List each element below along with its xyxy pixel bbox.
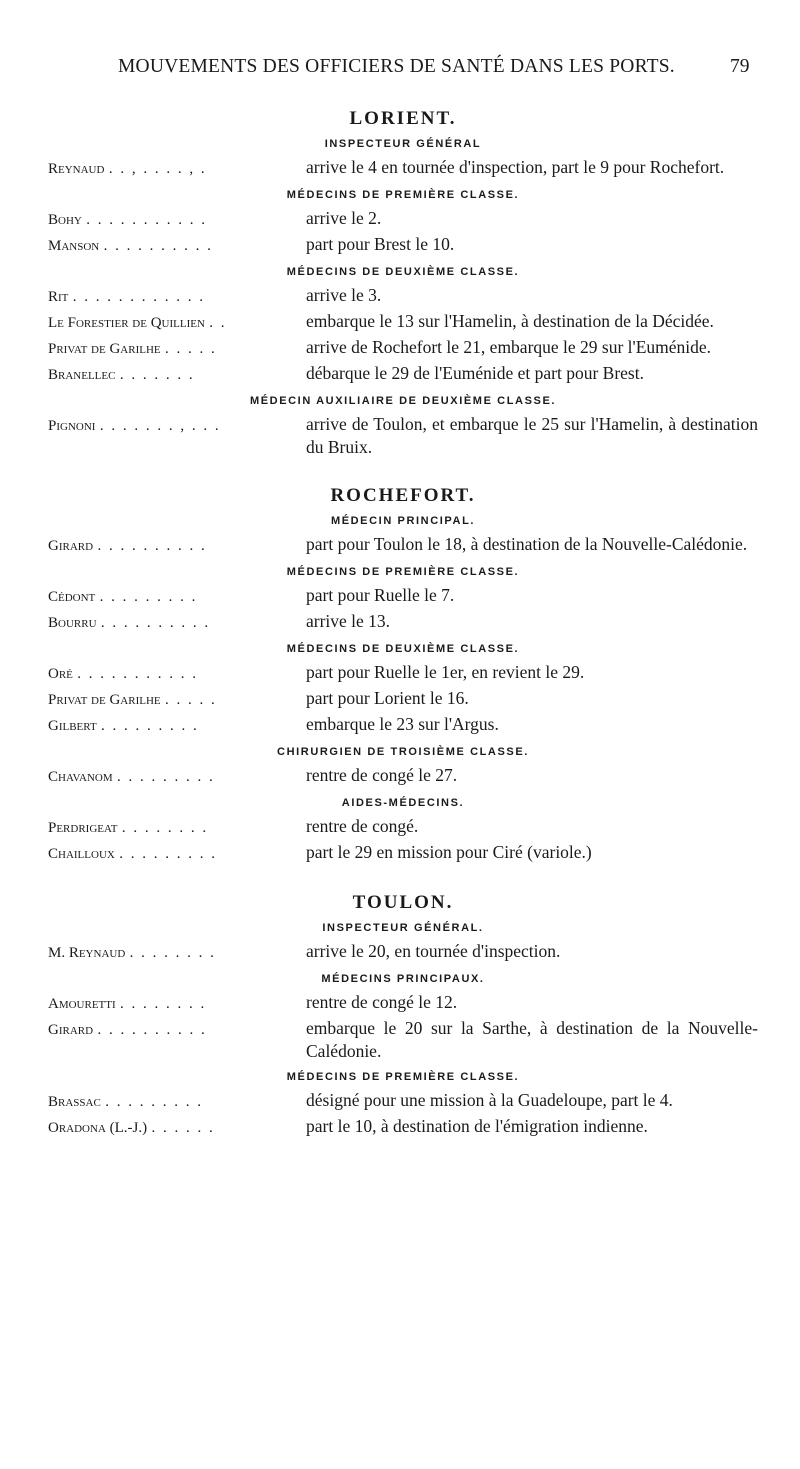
officer-name: Privat de Garilhe: [48, 341, 161, 357]
entry-row: [48, 1115, 758, 1140]
officer-name: Rit: [48, 289, 69, 305]
movement-text: part pour Ruelle le 7.: [306, 585, 455, 605]
port-title: LORIENT.: [349, 108, 457, 129]
leader-dots: . . . . . . . . .: [101, 718, 199, 734]
leader-dots: . . . . .: [165, 692, 217, 708]
movement-text: part pour Lorient le 16.: [306, 688, 469, 708]
movement-text: arrive le 13.: [306, 611, 391, 631]
movement-text: part pour Brest le 10.: [306, 234, 455, 254]
officer-name: Girard: [48, 1022, 94, 1038]
entry-row: [48, 336, 758, 361]
movement-text: arrive le 20, en tournée d'inspection.: [306, 941, 561, 961]
name-column: [48, 1115, 306, 1140]
name-column: [48, 413, 306, 438]
movement-text: embarque le 13 sur l'Hamelin, à destination de la Décidée.: [306, 311, 714, 331]
leader-dots: . . . . .: [165, 341, 217, 357]
rank-heading: MÉDECIN PRINCIPAL.: [330, 515, 476, 527]
name-column: [48, 284, 306, 309]
entry-row: [48, 284, 758, 309]
officer-name: Cédont: [48, 589, 96, 605]
leader-dots: . . , . . . . , .: [108, 161, 207, 177]
rank-heading: MÉDECIN AUXILIAIRE DE DEUXIÈME CLASSE.: [249, 395, 557, 407]
rank-heading: CHIRURGIEN DE TROISIÈME CLASSE.: [277, 746, 529, 758]
officer-name: Bourru: [48, 615, 97, 631]
entry-row: [48, 687, 758, 712]
name-column: [48, 1017, 306, 1042]
entry-row: [48, 533, 758, 558]
officer-name: Amouretti: [48, 996, 116, 1012]
movement-text: arrive le 2.: [306, 208, 382, 228]
name-column: [48, 841, 306, 866]
port-section: [48, 108, 758, 459]
leader-dots: . . . . . . . . . . .: [86, 212, 207, 228]
leader-dots: . .: [209, 315, 227, 331]
leader-dots: . . . . . .: [151, 1120, 215, 1136]
officer-name: Chailloux: [48, 846, 115, 862]
officer-name: Bohy: [48, 212, 82, 228]
rank-heading: MÉDECINS DE DEUXIÈME CLASSE.: [286, 643, 520, 655]
leader-dots: . . . . . . . .: [129, 945, 216, 961]
entry-row: [48, 362, 758, 387]
entry-row: [48, 413, 758, 459]
officer-name: M. Reynaud: [48, 945, 126, 961]
entry-row: [48, 991, 758, 1016]
rank-heading: MÉDECINS DE PREMIÈRE CLASSE.: [286, 1071, 520, 1083]
entry-row: [48, 610, 758, 635]
movement-text: rentre de congé le 12.: [306, 992, 458, 1012]
entry-row: [48, 1089, 758, 1114]
name-column: [48, 661, 306, 686]
officer-name: Manson: [48, 238, 100, 254]
name-column: [48, 991, 306, 1016]
rank-heading: MÉDECINS DE PREMIÈRE CLASSE.: [286, 566, 520, 578]
entry-row: [48, 207, 758, 232]
leader-dots: . . . . . . . . .: [105, 1094, 203, 1110]
name-column: [48, 362, 306, 387]
entry-row: [48, 815, 758, 840]
leader-dots: . . . . . . . . .: [119, 846, 217, 862]
port-section: [48, 485, 758, 866]
entry-row: [48, 1017, 758, 1063]
port-section: [48, 892, 758, 1140]
leader-dots: . . . . . . . . . .: [97, 1022, 207, 1038]
document-body: [48, 108, 758, 1166]
name-column: [48, 815, 306, 840]
movement-text: part le 10, à destination de l'émigration indienne.: [306, 1116, 648, 1136]
movement-text: embarque le 20 sur la Sarthe, à destination de la Nouvelle-Calédonie.: [306, 1018, 758, 1061]
entry-row: [48, 940, 758, 965]
officer-name: Chavanom: [48, 769, 113, 785]
movement-text: arrive de Rochefort le 21, embarque le 29 sur l'Euménide.: [306, 337, 712, 357]
leader-dots: . . . . . . . , . . .: [99, 418, 221, 434]
name-column: [48, 310, 306, 335]
rank-heading: MÉDECINS DE PREMIÈRE CLASSE.: [286, 189, 520, 201]
port-title: ROCHEFORT.: [330, 485, 476, 506]
entry-row: [48, 661, 758, 686]
movement-text: arrive le 3.: [306, 285, 382, 305]
movement-text: embarque le 23 sur l'Argus.: [306, 714, 499, 734]
entry-row: [48, 764, 758, 789]
officer-name: Brassac: [48, 1094, 101, 1110]
movement-text: arrive le 4 en tournée d'inspection, part le 9 pour Rochefort.: [306, 157, 725, 177]
officer-name: Branellec: [48, 367, 116, 383]
movement-text: désigné pour une mission à la Guadeloupe, part le 4.: [306, 1090, 673, 1110]
entry-row: [48, 156, 758, 181]
officer-name: Le Forestier de Quillien: [48, 315, 205, 331]
officer-name: Oré: [48, 666, 73, 682]
officer-name: Girard: [48, 538, 94, 554]
movement-text: part pour Toulon le 18, à destination de la Nouvelle-Calédonie.: [306, 534, 748, 554]
name-column: [48, 1089, 306, 1114]
movement-text: rentre de congé le 27.: [306, 765, 458, 785]
name-column: [48, 764, 306, 789]
entry-row: [48, 584, 758, 609]
running-head: [0, 56, 800, 86]
name-column: [48, 687, 306, 712]
officer-name: Oradona (L.-J.): [48, 1120, 148, 1136]
leader-dots: . . . . . . . . . .: [97, 538, 207, 554]
officer-name: Privat de Garilhe: [48, 692, 161, 708]
rank-heading: AIDES-MÉDECINS.: [341, 797, 465, 809]
port-title: TOULON.: [352, 892, 454, 913]
name-column: [48, 336, 306, 361]
leader-dots: . . . . . . . . .: [99, 589, 198, 605]
leader-dots: . . . . . . . .: [121, 820, 209, 836]
leader-dots: . . . . . . . . . .: [100, 615, 211, 631]
name-column: [48, 207, 306, 232]
movement-text: rentre de congé.: [306, 816, 419, 836]
name-column: [48, 533, 306, 558]
movement-text: arrive de Toulon, et embarque le 25 sur l'Hamelin, à destination du Bruix.: [306, 414, 758, 457]
entry-row: [48, 713, 758, 738]
running-title: MOUVEMENTS DES OFFICIERS DE SANTÉ DANS LES PORTS.: [118, 56, 675, 77]
rank-heading: INSPECTEUR GÉNÉRAL.: [322, 922, 484, 934]
name-column: [48, 713, 306, 738]
officer-name: Reynaud: [48, 161, 105, 177]
leader-dots: . . . . . . . . .: [117, 769, 215, 785]
leader-dots: . . . . . . . .: [120, 996, 207, 1012]
movement-text: part pour Ruelle le 1er, en revient le 29.: [306, 662, 585, 682]
entry-row: [48, 841, 758, 866]
movement-text: débarque le 29 de l'Euménide et part pour Brest.: [306, 363, 644, 383]
officer-name: Pignoni: [48, 418, 96, 434]
name-column: [48, 233, 306, 258]
movement-text: part le 29 en mission pour Ciré (variole.): [306, 842, 592, 862]
officer-name: Gilbert: [48, 718, 97, 734]
leader-dots: . . . . . . . . . .: [103, 238, 213, 254]
entry-row: [48, 233, 758, 258]
page-number: 79: [730, 56, 750, 77]
name-column: [48, 156, 306, 181]
name-column: [48, 940, 306, 965]
leader-dots: . . . . . . . . . . .: [77, 666, 199, 682]
rank-heading: MÉDECINS PRINCIPAUX.: [321, 973, 485, 985]
rank-heading: INSPECTEUR GÉNÉRAL: [324, 138, 482, 150]
name-column: [48, 610, 306, 635]
officer-name: Perdrigeat: [48, 820, 118, 836]
entry-row: [48, 310, 758, 335]
name-column: [48, 584, 306, 609]
leader-dots: . . . . . . . . . . . .: [72, 289, 206, 305]
leader-dots: . . . . . . .: [119, 367, 195, 383]
rank-heading: MÉDECINS DE DEUXIÈME CLASSE.: [286, 266, 520, 278]
